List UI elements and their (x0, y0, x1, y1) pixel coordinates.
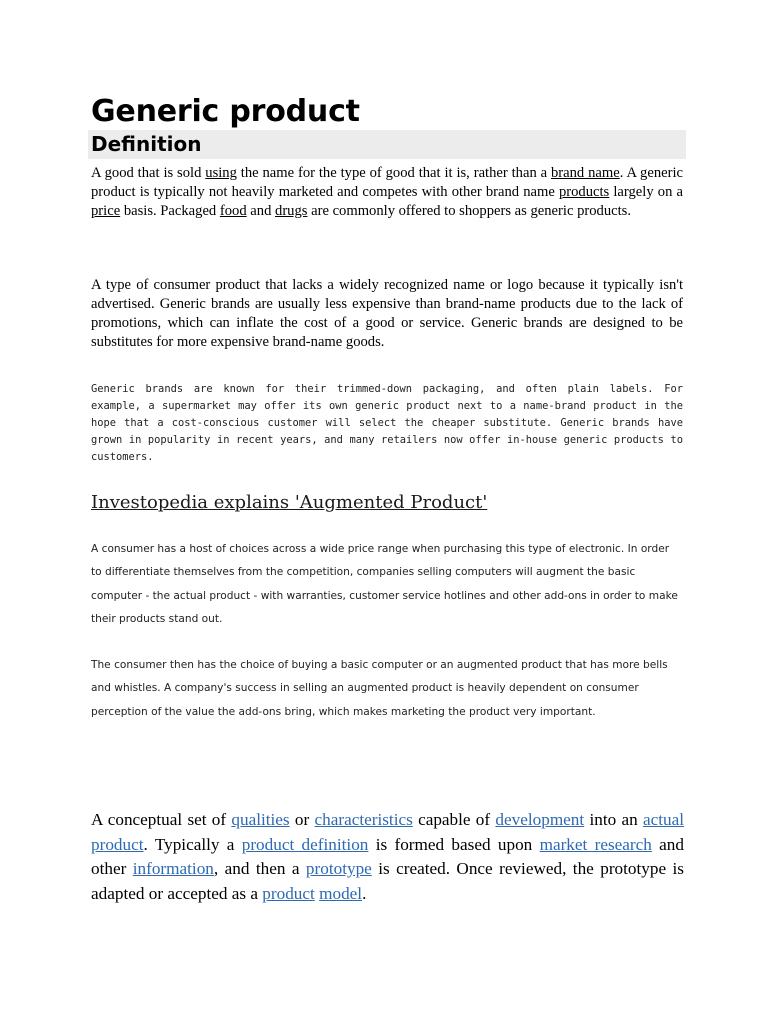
page-title: Generic product (91, 94, 360, 129)
text-run: is formed based upon (368, 834, 540, 854)
underlined-term-products: products (558, 184, 610, 200)
link-information[interactable]: information (132, 859, 214, 878)
section-heading-investopedia: Investopedia explains 'Augmented Product' (91, 492, 488, 513)
text-run: A conceptual set of (91, 810, 232, 829)
link-product[interactable]: product (262, 883, 315, 903)
link-model[interactable]: model (319, 883, 363, 903)
underlined-term-brand-name: brand name (551, 165, 620, 181)
underlined-term-drugs: drugs (275, 203, 308, 219)
underlined-term-food: food (219, 203, 247, 219)
section-heading-definition: Definition (88, 130, 686, 159)
link-product-definition[interactable]: product definition (241, 834, 369, 854)
text-run: and other (91, 834, 684, 878)
underlined-term-price: price (91, 203, 121, 219)
definition-paragraph (91, 164, 683, 221)
link-prototype[interactable]: prototype (305, 859, 372, 878)
consumer-product-paragraph: A type of consumer product that lacks a widely recognized name or logo because it typically isn't advertised. Generic brands are usually less expensive than brand-name products due to the lack of promotions, which can inflate the cost of a good or service. Generic brands are designed to be substitutes for more expensive brand-name goods. (91, 277, 683, 350)
text-run: capable of (412, 810, 496, 829)
underlined-term-using: using (205, 165, 237, 181)
product-definition-paragraph (91, 808, 684, 906)
link-characteristics[interactable]: characteristics (314, 810, 413, 829)
generic-brands-paragraph: Generic brands are known for their trimmed-down packaging, and often plain labels. For example, a supermarket may offer its own generic product next to a name-brand product in the hope that a cost-conscious customer will select the cheaper substitute. Generic brands have grown in popularity in recent years, and many retailers now offer in-house generic products to customers. (91, 383, 683, 463)
augmented-product-paragraph-2: The consumer then has the choice of buying a basic computer or an augmented product that has more bells and whistles. A company's success in selling an augmented product is heavily dependent on consumer perception of the value the add-ons bring, which makes marketing the product very important. (91, 659, 668, 718)
text-run: basis. Packaged (120, 203, 220, 219)
text-run: into an (584, 810, 643, 829)
link-actual-product[interactable]: actual product (91, 810, 684, 854)
text-run: . (362, 883, 367, 903)
augmented-product-paragraph-1: A consumer has a host of choices across a wide price range when purchasing this type of electronic. In order to differentiate themselves from the competition, companies selling computers will augment the basic computer - the actual product - with warranties, customer service hotlines and other add-ons in order to make their products stand out. (91, 543, 678, 625)
link-market-research[interactable]: market research (539, 834, 652, 854)
text-run: , and then a (213, 859, 306, 878)
text-run: are commonly offered to shoppers as generic products. (307, 203, 631, 219)
link-development[interactable]: development (495, 810, 585, 829)
text-run: the name for the type of good that it is, rather than a (236, 165, 551, 181)
text-run: and (246, 203, 276, 219)
text-run: . Typically a (143, 834, 242, 854)
text-run: . A generic product is typically not heavily marketed and competes with other brand name (91, 165, 683, 200)
text-run: largely on a (609, 184, 683, 200)
text-run: A good that is sold (91, 165, 206, 181)
text-run: is created. Once reviewed, the prototype is adapted or accepted as a (91, 859, 684, 903)
text-run: or (289, 810, 315, 829)
link-qualities[interactable]: qualities (231, 810, 290, 829)
